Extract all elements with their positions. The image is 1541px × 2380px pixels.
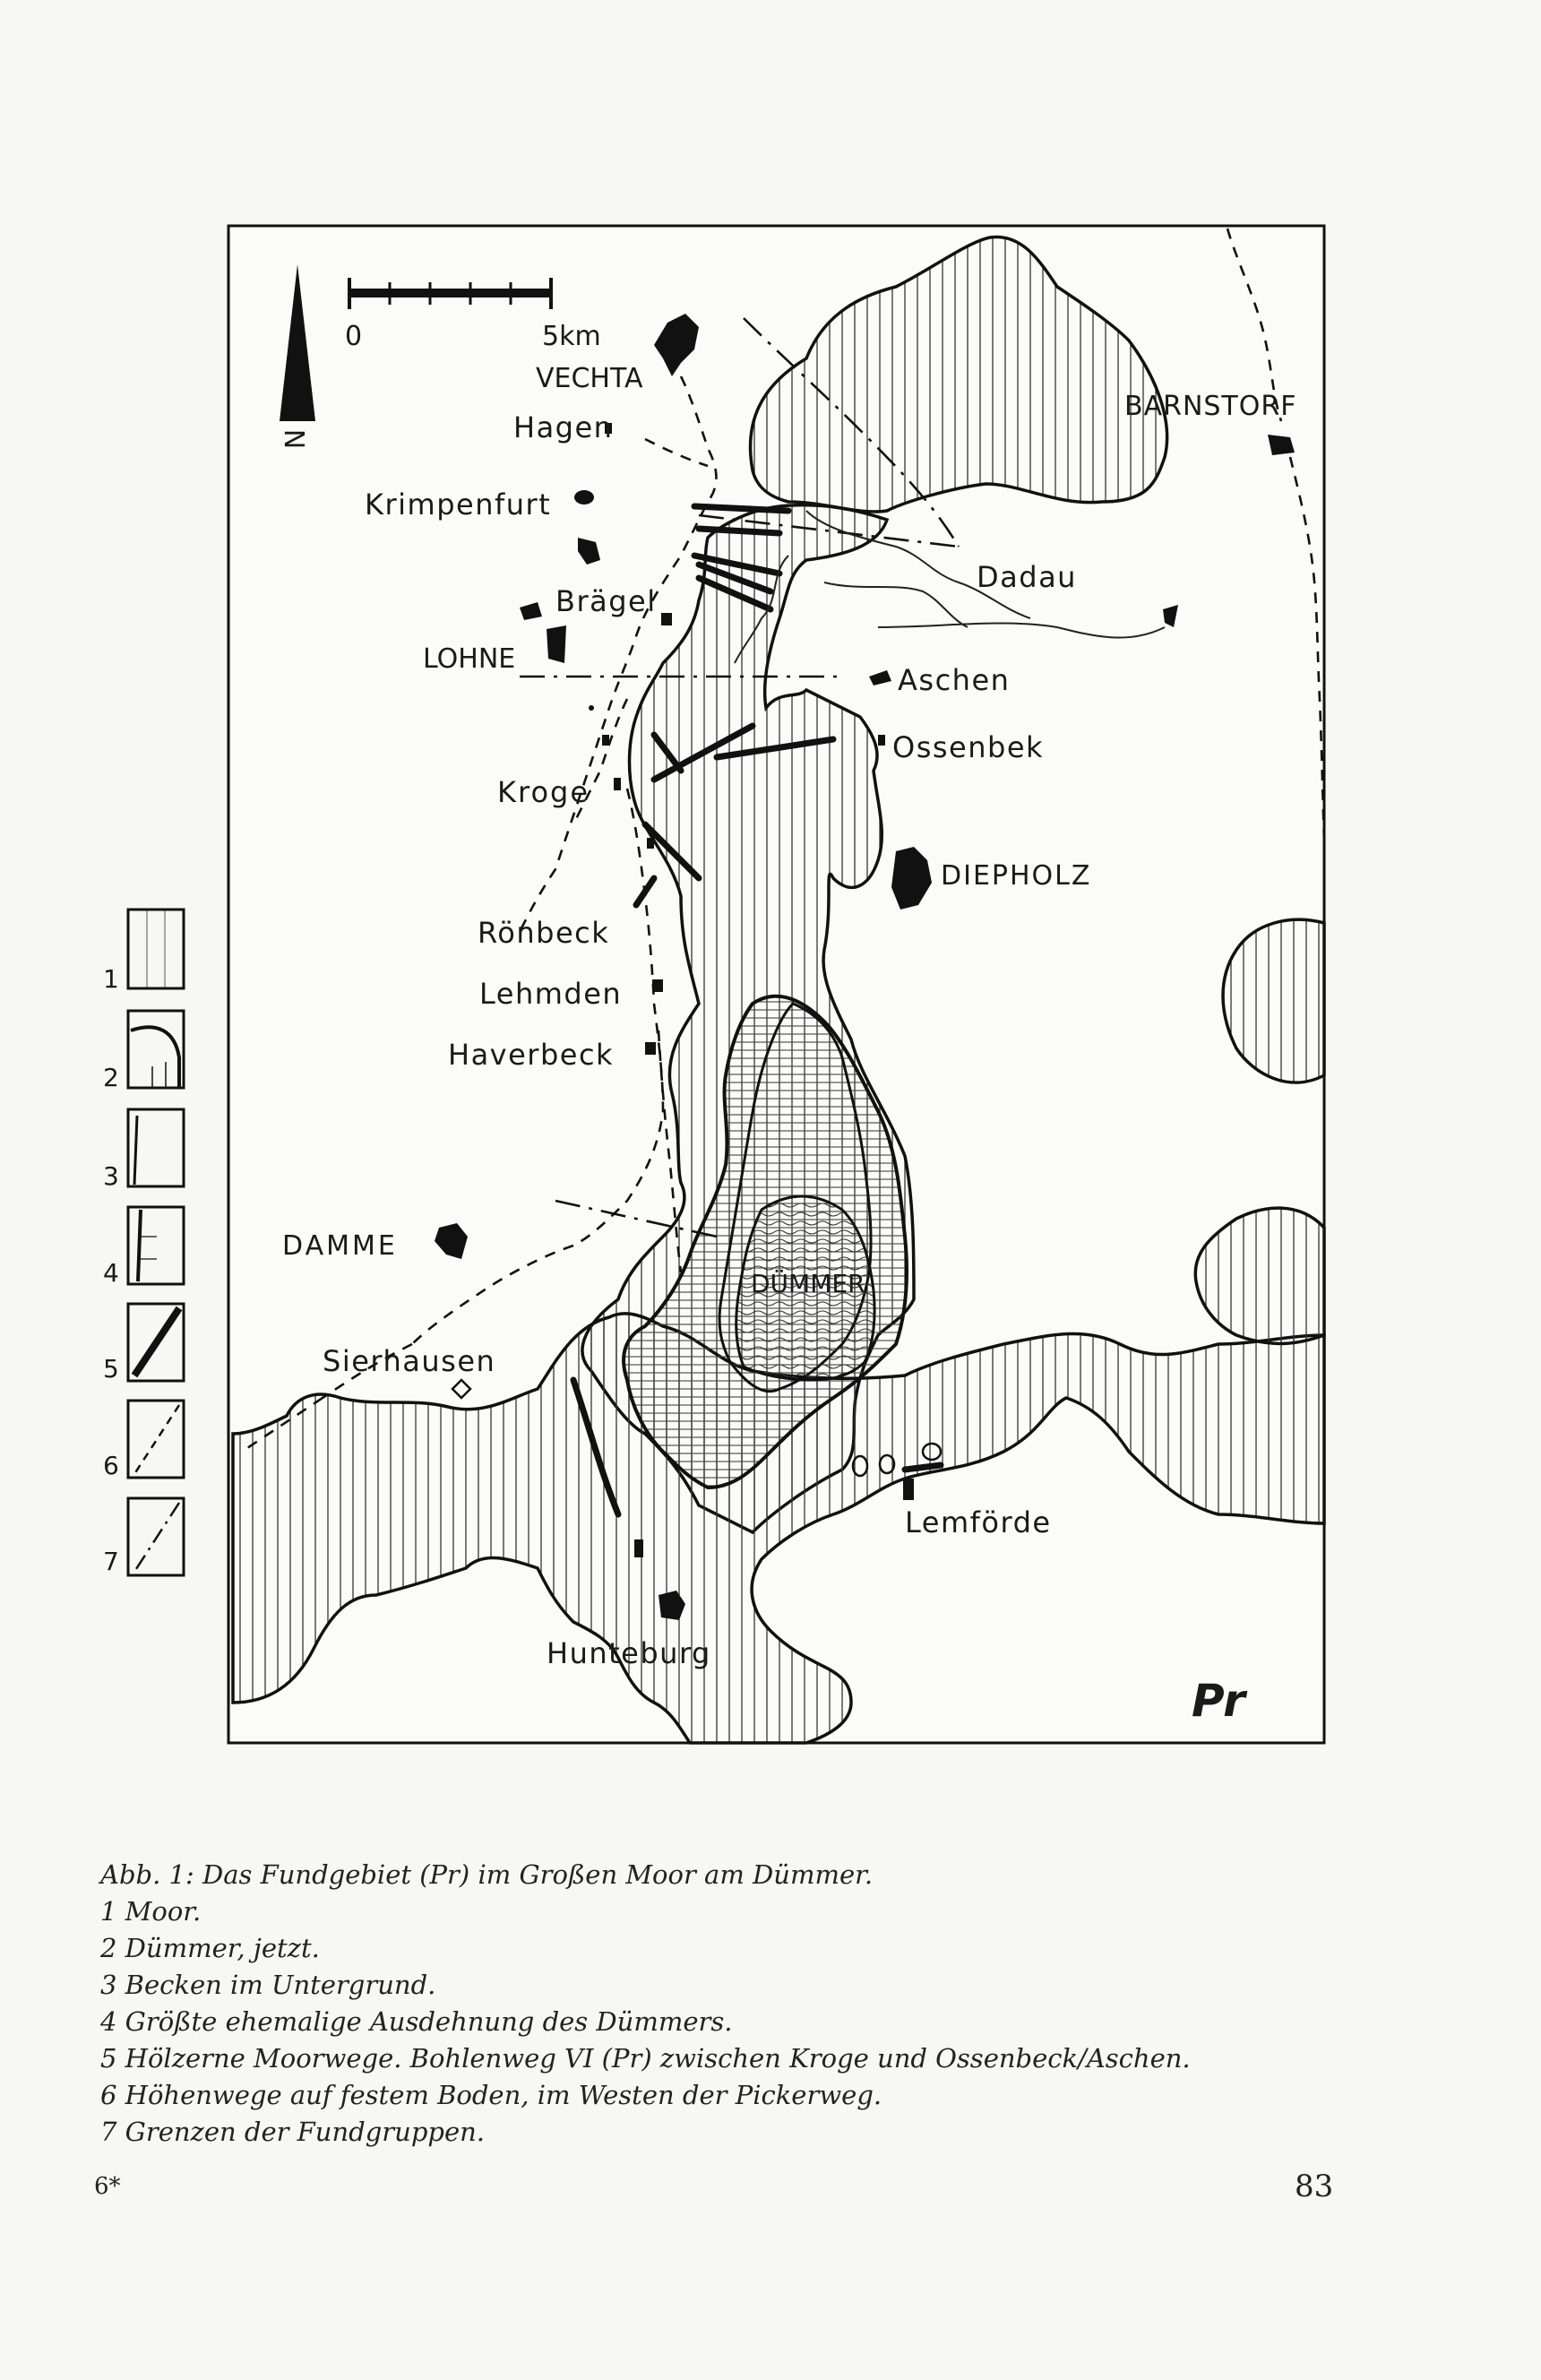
label-diepholz: DIEPHOLZ <box>941 860 1092 892</box>
caption-item-6: 6 Höhenwege auf festem Boden, im Westen der Pickerweg. <box>100 2080 882 2110</box>
krimpenfurt-dot <box>589 705 594 711</box>
hunteburg-small-marker <box>634 1539 643 1557</box>
bragel-small-marker <box>661 613 672 625</box>
legend-item-4 <box>103 1207 184 1288</box>
label-hagen: Hagen <box>513 410 614 444</box>
label-ossenbek: Ossenbek <box>892 730 1045 764</box>
label-dadau: Dadau <box>977 560 1077 594</box>
label-bragel: Brägel <box>555 584 657 618</box>
caption-item-2: 2 Dümmer, jetzt. <box>100 1933 320 1963</box>
kroge-marker <box>614 778 621 790</box>
legend-item-5 <box>103 1304 184 1384</box>
legend-item-1 <box>103 910 184 994</box>
caption-item-7: 7 Grenzen der Fundgruppen. <box>100 2117 486 2147</box>
label-vechta: VECHTA <box>536 363 643 394</box>
krimpenfurt-marker <box>574 490 594 504</box>
haverbeck-marker <box>645 1042 656 1055</box>
caption-item-5: 5 Hölzerne Moorwege. Bohlenweg VI (Pr) zwischen Kroge und Ossenbeck/Aschen. <box>100 2043 1191 2074</box>
caption-item-1: 1 Moor. <box>100 1896 202 1927</box>
label-pr: Pr <box>1192 1675 1245 1727</box>
north-arrow-label: N <box>280 428 312 450</box>
page-number: 83 <box>1295 2169 1334 2204</box>
signature-mark: 6* <box>94 2173 121 2200</box>
legend-label-3: 3 <box>103 1161 119 1191</box>
label-barnstorf: BARNSTORF <box>1124 391 1297 422</box>
legend-item-2 <box>103 1011 184 1092</box>
lohne-marker <box>547 625 566 663</box>
legend-item-7 <box>103 1498 184 1576</box>
legend-label-4: 4 <box>103 1258 119 1288</box>
figure-caption <box>100 1857 1373 2151</box>
label-damme: DAMME <box>282 1230 398 1262</box>
scale-end-label: 5km <box>542 321 601 352</box>
legend-item-3 <box>103 1109 184 1191</box>
label-dummer: DÜMMER <box>751 1269 865 1298</box>
label-aschen: Aschen <box>898 663 1011 697</box>
legend-item-6 <box>103 1401 184 1480</box>
scale-zero-label: 0 <box>345 321 363 352</box>
lemforde-marker <box>903 1479 914 1500</box>
ronbeck-marker <box>647 838 654 849</box>
label-lemforde: Lemförde <box>905 1505 1052 1539</box>
lehmden-marker <box>652 979 663 992</box>
marker-ossenbek <box>878 735 885 746</box>
legend-label-5: 5 <box>103 1354 119 1384</box>
label-lehmden: Lehmden <box>479 977 623 1011</box>
caption-item-3: 3 Becken im Untergrund. <box>100 1970 436 2000</box>
legend-label-7: 7 <box>103 1547 119 1576</box>
label-sierhausen: Sierhausen <box>323 1344 496 1378</box>
legend-label-6: 6 <box>103 1451 119 1480</box>
label-ronbeck: Rönbeck <box>478 916 610 950</box>
map-legend <box>103 910 184 1576</box>
label-krimpenfurt: Krimpenfurt <box>365 487 552 522</box>
caption-title: Abb. 1: Das Fundgebiet (Pr) im Großen Moor am Dümmer. <box>100 1859 874 1890</box>
legend-label-1: 1 <box>103 964 119 994</box>
caption-item-4: 4 Größte ehemalige Ausdehnung des Dümmers. <box>100 2006 733 2037</box>
legend-label-2: 2 <box>103 1063 119 1092</box>
label-hunteburg: Hunteburg <box>547 1636 711 1670</box>
label-kroge: Kroge <box>497 775 590 809</box>
label-lohne: LOHNE <box>423 643 516 675</box>
kroge-small-marker <box>602 735 609 746</box>
label-haverbeck: Haverbeck <box>448 1038 615 1072</box>
